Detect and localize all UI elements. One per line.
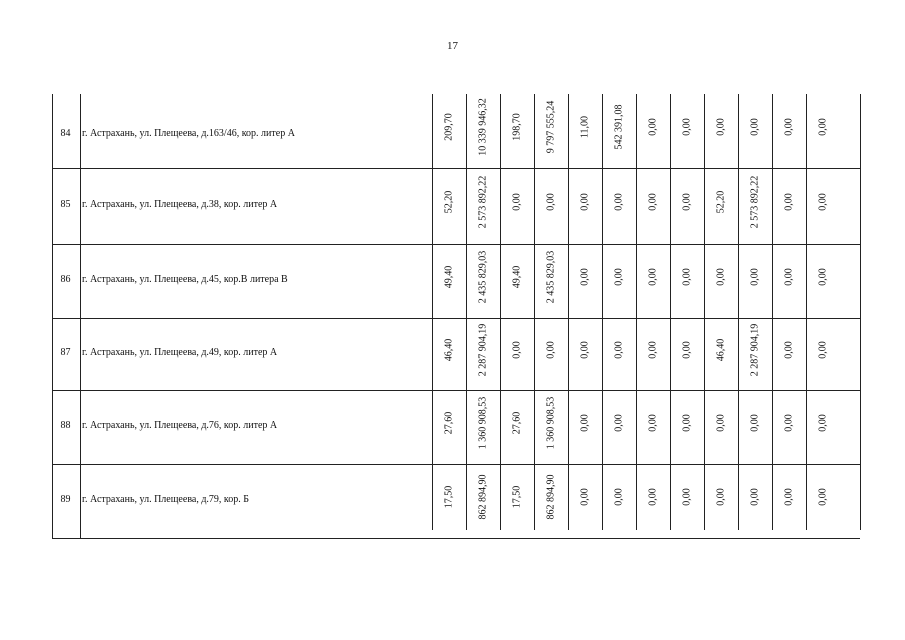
value-cell: 0,00	[783, 488, 795, 506]
value-cell: 0,00	[817, 488, 829, 506]
value-cell: 0,00	[579, 488, 591, 506]
value-cell: 0,00	[613, 341, 625, 359]
value-cell: 0,00	[715, 414, 727, 432]
value-cell: 862 894,90	[545, 474, 557, 520]
row-number: 89	[60, 494, 71, 505]
value-cell: 0,00	[749, 118, 761, 136]
value-cell: 0,00	[647, 268, 659, 286]
value-cell: 0,00	[579, 268, 591, 286]
column-divider	[602, 94, 603, 530]
value-cell: 46,40	[443, 338, 455, 362]
value-cell: 0,00	[681, 118, 693, 136]
value-cell: 0,00	[681, 341, 693, 359]
value-cell: 27,60	[511, 411, 523, 435]
column-divider	[860, 94, 861, 530]
value-cell: 2 287 904,19	[477, 323, 489, 377]
value-cell: 862 894,90	[477, 474, 489, 520]
page-number: 17	[447, 40, 458, 52]
value-cell: 209,70	[443, 113, 455, 141]
value-cell: 0,00	[783, 118, 795, 136]
data-table	[52, 94, 860, 538]
column-divider	[466, 94, 467, 530]
column-divider	[500, 94, 501, 530]
value-cell: 1 360 908,53	[477, 396, 489, 450]
value-cell: 52,20	[443, 190, 455, 214]
value-cell: 27,60	[443, 411, 455, 435]
column-divider	[670, 94, 671, 530]
column-divider	[772, 94, 773, 530]
value-cell: 0,00	[613, 414, 625, 432]
value-cell: 0,00	[647, 414, 659, 432]
value-cell: 10 339 946,32	[477, 98, 489, 156]
value-cell: 0,00	[511, 193, 523, 211]
value-cell: 9 797 555,24	[545, 100, 557, 154]
value-cell: 0,00	[681, 193, 693, 211]
value-cell: 46,40	[715, 338, 727, 362]
value-cell: 2 573 892,22	[477, 175, 489, 229]
row-number: 87	[60, 347, 71, 358]
value-cell: 2 573 892,22	[749, 175, 761, 229]
value-cell: 2 287 904,19	[749, 323, 761, 377]
column-divider	[738, 94, 739, 530]
address-cell: г. Астрахань, ул. Плещеева, д.49, кор. литер А	[82, 347, 278, 358]
value-cell: 0,00	[783, 193, 795, 211]
column-divider	[806, 94, 807, 530]
value-cell: 0,00	[647, 118, 659, 136]
value-cell: 0,00	[579, 414, 591, 432]
value-cell: 0,00	[817, 118, 829, 136]
value-cell: 0,00	[579, 341, 591, 359]
value-cell: 2 435 829,03	[477, 250, 489, 304]
address-cell: г. Астрахань, ул. Плещеева, д.45, кор.В литера В	[82, 274, 288, 285]
value-cell: 0,00	[817, 268, 829, 286]
row-number: 85	[60, 199, 71, 210]
address-cell: г. Астрахань, ул. Плещеева, д.163/46, кор. литер А	[82, 128, 295, 139]
address-cell: г. Астрахань, ул. Плещеева, д.38, кор. литер А	[82, 199, 278, 210]
value-cell: 17,50	[511, 485, 523, 509]
value-cell: 49,40	[511, 265, 523, 289]
value-cell: 0,00	[647, 488, 659, 506]
value-cell: 0,00	[647, 193, 659, 211]
value-cell: 0,00	[511, 341, 523, 359]
value-cell: 0,00	[749, 268, 761, 286]
value-cell: 198,70	[511, 113, 523, 141]
value-cell: 0,00	[613, 268, 625, 286]
value-cell: 0,00	[715, 268, 727, 286]
row-number: 86	[60, 274, 71, 285]
value-cell: 0,00	[579, 193, 591, 211]
value-cell: 0,00	[817, 414, 829, 432]
column-divider	[704, 94, 705, 530]
value-cell: 2 435 829,03	[545, 250, 557, 304]
value-cell: 0,00	[613, 488, 625, 506]
value-cell: 0,00	[749, 414, 761, 432]
value-cell: 0,00	[681, 268, 693, 286]
value-cell: 0,00	[681, 414, 693, 432]
row-number: 84	[60, 128, 71, 139]
address-cell: г. Астрахань, ул. Плещеева, д.79, кор. Б	[82, 494, 250, 505]
address-cell: г. Астрахань, ул. Плещеева, д.76, кор. литер А	[82, 420, 278, 431]
table-border-left	[52, 94, 53, 538]
column-divider	[80, 94, 81, 538]
row-number: 88	[60, 420, 71, 431]
value-cell: 49,40	[443, 265, 455, 289]
value-cell: 0,00	[715, 118, 727, 136]
column-divider	[534, 94, 535, 530]
value-cell: 0,00	[647, 341, 659, 359]
value-cell: 17,50	[443, 485, 455, 509]
value-cell: 11,00	[579, 115, 591, 139]
value-cell: 0,00	[545, 193, 557, 211]
value-cell: 0,00	[783, 268, 795, 286]
row-divider	[52, 538, 860, 539]
value-cell: 0,00	[681, 488, 693, 506]
column-divider	[568, 94, 569, 530]
value-cell: 0,00	[817, 341, 829, 359]
value-cell: 0,00	[817, 193, 829, 211]
value-cell: 0,00	[715, 488, 727, 506]
value-cell: 542 391,08	[613, 104, 625, 150]
value-cell: 0,00	[613, 193, 625, 211]
value-cell: 0,00	[783, 414, 795, 432]
value-cell: 0,00	[545, 341, 557, 359]
column-divider	[432, 94, 433, 530]
value-cell: 0,00	[749, 488, 761, 506]
column-divider	[636, 94, 637, 530]
value-cell: 1 360 908,53	[545, 396, 557, 450]
value-cell: 0,00	[783, 341, 795, 359]
value-cell: 52,20	[715, 190, 727, 214]
